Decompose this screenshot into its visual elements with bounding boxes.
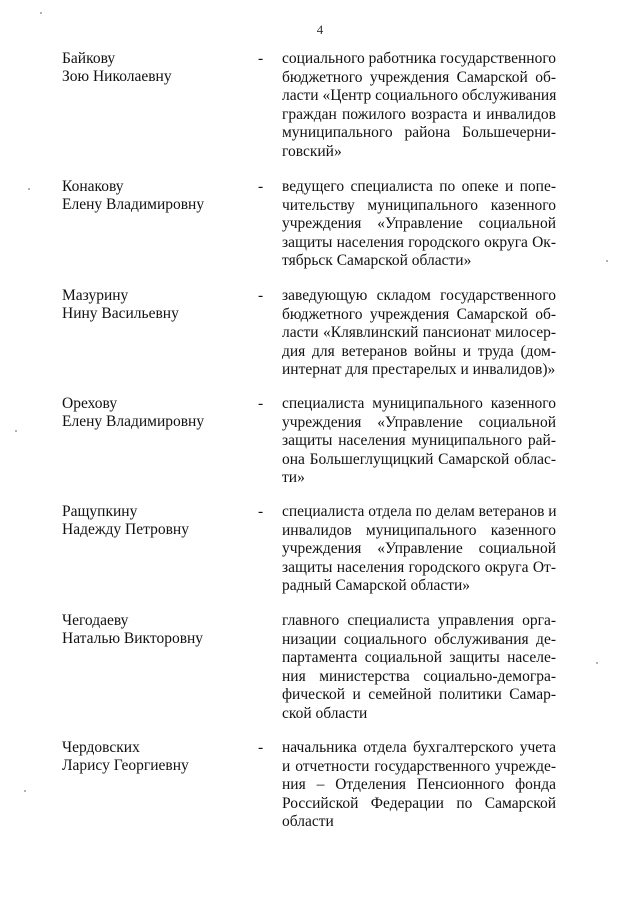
description-line: специалиста муниципального казенного <box>282 395 556 412</box>
description-line: интернат для престарелых и инвалидов)» <box>282 361 556 379</box>
description-line: дия для ветеранов войны и труда (дом- <box>282 342 556 360</box>
description-line: специалиста отдела по делам ветеранов и <box>282 503 557 520</box>
description-line: заведующую складом государственного <box>282 287 556 304</box>
person-name <box>62 287 252 323</box>
person-given-name: Ларису Георгиевну <box>62 757 189 774</box>
person-name <box>62 612 252 648</box>
description-line: социального работника государственного <box>282 50 557 67</box>
description-line: защиты населения муниципального рай- <box>282 432 556 450</box>
description-line: учреждения «Управление социальной <box>282 540 556 558</box>
description-line: граждан пожилого возраста и инвалидов <box>282 105 556 123</box>
separator-dash: - <box>258 503 264 520</box>
description-line: Российской Федерации по Самарской <box>282 794 556 812</box>
description-line: начальника отдела бухгалтерского учета <box>282 739 556 756</box>
scan-speck <box>596 662 598 664</box>
scan-speck <box>24 790 26 792</box>
description-line: муниципального района Большечерни- <box>282 124 556 142</box>
description-line: главного специалиста управления орга- <box>282 612 556 629</box>
scan-speck <box>606 260 608 262</box>
person-name <box>62 50 252 86</box>
description-line: ласти «Центр социального обслуживания <box>282 87 557 105</box>
person-surname: Байкову <box>62 50 116 67</box>
position-description <box>282 50 556 162</box>
description-line: учреждения «Управление социальной <box>282 215 556 233</box>
person-surname: Чердовских <box>62 739 140 756</box>
person-surname: Чегодаеву <box>62 612 129 629</box>
person-given-name: Елену Владимировну <box>62 196 205 213</box>
description-line: ведущего специалиста по опеке и попе- <box>282 178 556 195</box>
person-given-name: Нину Васильевну <box>62 305 179 322</box>
description-line: ской области <box>282 704 368 722</box>
person-surname: Конакову <box>62 178 124 195</box>
position-description <box>282 612 556 724</box>
person-name <box>62 395 252 431</box>
description-line: бюджетного учреждения Самарской об- <box>282 305 556 323</box>
person-name <box>62 178 252 214</box>
description-line: ния министерства социально-демогра- <box>282 667 556 685</box>
description-line: ти» <box>282 469 305 487</box>
description-line: защиты населения городского округа Ок- <box>282 233 556 251</box>
page-number: 4 <box>316 22 324 37</box>
description-line: она Большеглущицкий Самарской облас- <box>282 450 556 468</box>
separator-dash: - <box>258 178 264 195</box>
separator-dash: - <box>258 287 264 304</box>
description-line: радный Самарской области» <box>282 577 471 595</box>
position-description <box>282 287 556 380</box>
separator-dash: - <box>258 50 264 67</box>
person-name <box>62 739 252 775</box>
description-line: защиты населения городского округа От- <box>282 558 556 576</box>
position-description <box>282 503 556 596</box>
scan-speck <box>40 12 42 14</box>
description-line: фической и семейной политики Самар- <box>282 686 556 704</box>
person-surname: Ращупкину <box>62 503 138 520</box>
position-description <box>282 178 556 271</box>
description-line: низации социального обслуживания де- <box>282 630 556 648</box>
description-line: ласти «Клявлинский пансионат милосер- <box>282 324 556 342</box>
description-line: партамента социальной защиты населе- <box>282 649 556 667</box>
person-given-name: Елену Владимировну <box>62 413 205 430</box>
scan-speck <box>28 188 30 190</box>
person-surname: Мазурину <box>62 287 129 304</box>
description-line: учреждения «Управление социальной <box>282 413 556 431</box>
scan-speck <box>15 430 17 432</box>
description-line: и отчетности государственного учрежде- <box>282 757 556 775</box>
description-line: ния – Отделения Пенсионного фонда <box>282 776 556 794</box>
description-line: бюджетного учреждения Самарской об- <box>282 68 556 86</box>
person-surname: Орехову <box>62 395 118 412</box>
description-line: чительству муниципального казенного <box>282 196 556 214</box>
person-name <box>62 503 252 539</box>
separator-dash: - <box>258 395 264 412</box>
description-line: говский» <box>282 142 342 160</box>
person-given-name: Надежду Петровну <box>62 521 189 538</box>
description-line: инвалидов муниципального казенного <box>282 521 556 539</box>
description-line: области <box>282 813 334 831</box>
person-given-name: Наталью Викторовну <box>62 630 204 647</box>
separator-dash: - <box>258 739 264 756</box>
position-description <box>282 739 556 832</box>
description-line: тябрьск Самарской области» <box>282 252 472 270</box>
person-given-name: Зою Николаевну <box>62 68 172 85</box>
position-description <box>282 395 556 488</box>
